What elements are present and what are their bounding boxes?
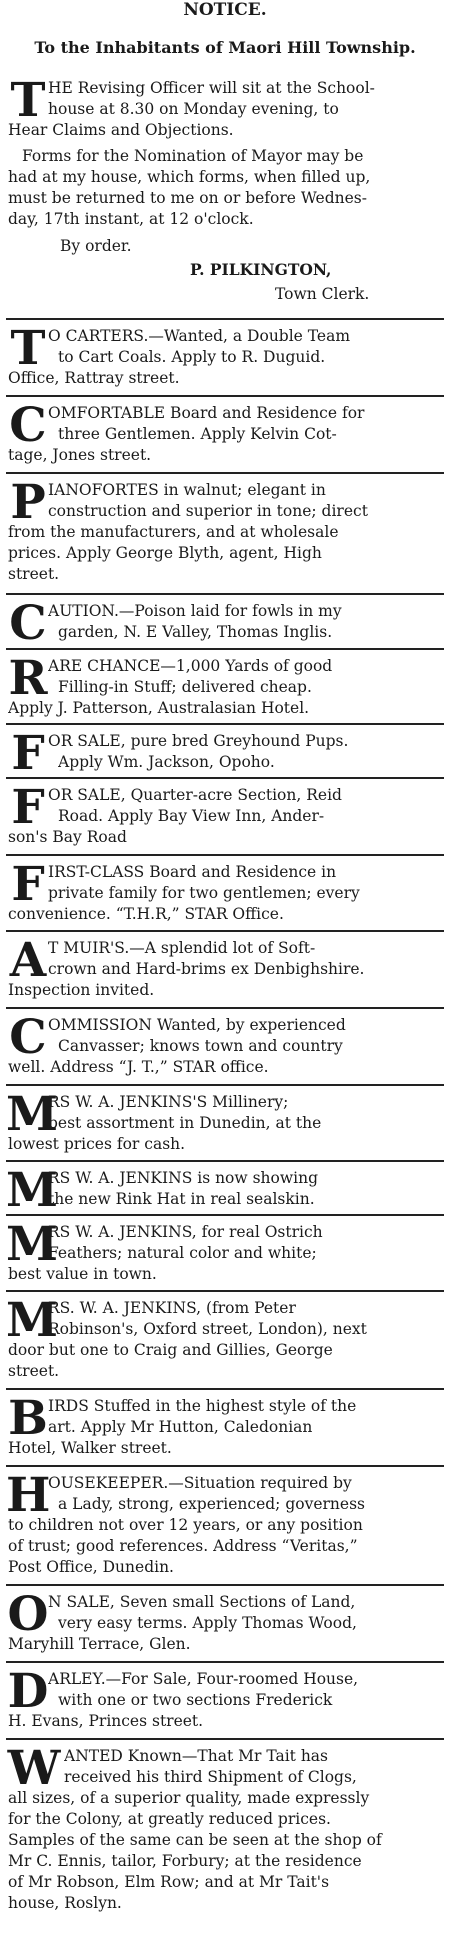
divider [6, 723, 444, 725]
divider [6, 1214, 444, 1216]
ad-line: Samples of the same can be seen at the shop of [8, 1831, 382, 1849]
ad-line: Post Office, Dunedin. [8, 1558, 174, 1576]
ad-line: RS W. A. JENKINS is now showing [48, 1169, 318, 1187]
ad-line: Maryhill Terrace, Glen. [8, 1635, 191, 1653]
ad-line: house, Roslyn. [8, 1894, 122, 1912]
ad-line: Filling-in Stuff; delivered cheap. [58, 678, 312, 696]
ad-line: Apply J. Patterson, Australasian Hotel. [8, 699, 310, 717]
ad-line: tage, Jones street. [8, 446, 152, 464]
drop-cap: M [6, 1163, 59, 1218]
ad-line: a Lady, strong, experienced; governess [58, 1495, 365, 1513]
ad-line: Apply Wm. Jackson, Opoho. [58, 753, 275, 771]
divider [6, 1160, 444, 1162]
drop-cap: F [11, 726, 45, 781]
notice-line: Forms for the Nomination of Mayor may be [22, 147, 364, 165]
ad-line: best value in town. [8, 1265, 157, 1283]
ad-line: son's Bay Road [8, 828, 127, 846]
drop-cap: F [11, 780, 45, 835]
divider [6, 648, 444, 650]
ad-line: ARE CHANCE—1,000 Yards of good [48, 657, 333, 675]
ad-line: garden, N. E Valley, Thomas Inglis. [58, 623, 333, 641]
divider [6, 1584, 444, 1586]
ad-line: to Cart Coals. Apply to R. Duguid. [58, 348, 326, 366]
ad-line: OR SALE, pure bred Greyhound Pups. [48, 732, 349, 750]
notice-line: HE Revising Officer will sit at the School- [48, 79, 375, 97]
ad-line: OMMISSION Wanted, by experienced [48, 1016, 346, 1034]
ad-line: Robinson's, Oxford street, London), next [48, 1320, 367, 1338]
divider [6, 1738, 444, 1740]
drop-cap: M [6, 1087, 59, 1142]
signature-name: P. PILKINGTON, [190, 260, 332, 279]
ad-line: with one or two sections Frederick [58, 1691, 333, 1709]
drop-cap: T [10, 321, 46, 376]
ad-line: Inspection invited. [8, 981, 155, 999]
ad-line: street. [8, 565, 60, 583]
divider [6, 1661, 444, 1663]
ad-line: OMFORTABLE Board and Residence for [48, 404, 365, 422]
ad-line: from the manufacturers, and at wholesale [8, 523, 339, 541]
ad-line: lowest prices for cash. [8, 1135, 186, 1153]
ad-line: prices. Apply George Blyth, agent, High [8, 544, 322, 562]
ad-line: Canvasser; knows town and country [58, 1037, 343, 1055]
ad-line: Road. Apply Bay View Inn, Ander- [58, 807, 325, 825]
ad-line: OR SALE, Quarter-acre Section, Reid [48, 786, 342, 804]
ad-line: O CARTERS.—Wanted, a Double Team [48, 327, 351, 345]
ad-line: very easy terms. Apply Thomas Wood, [58, 1614, 357, 1632]
drop-cap: C [9, 596, 47, 651]
ad-line: RS W. A. JENKINS, for real Ostrich [48, 1223, 323, 1241]
drop-cap: M [6, 1217, 59, 1272]
divider [6, 854, 444, 856]
drop-cap: D [7, 1664, 49, 1719]
drop-cap: H [6, 1468, 51, 1523]
divider [6, 395, 444, 397]
divider [6, 1290, 444, 1292]
ad-line: RS. W. A. JENKINS, (from Peter [48, 1299, 296, 1317]
drop-cap: A [9, 933, 47, 988]
ad-line: art. Apply Mr Hutton, Caledonian [48, 1418, 313, 1436]
ad-line: RS W. A. JENKINS'S Millinery; [48, 1093, 289, 1111]
ad-line: ANTED Known—That Mr Tait has [64, 1747, 328, 1765]
inhabitants-heading: To the Inhabitants of Maori Hill Township. [34, 38, 416, 57]
drop-cap: R [8, 651, 48, 706]
ad-line: to children not over 12 years, or any position [8, 1516, 363, 1534]
divider [6, 1465, 444, 1467]
divider [6, 1084, 444, 1086]
notice-line: day, 17th instant, at 12 o'clock. [8, 210, 254, 228]
ad-line: AUTION.—Poison laid for fowls in my [48, 602, 342, 620]
by-order-text: By order. [60, 237, 132, 255]
ad-line: crown and Hard-brims ex Denbighshire. [48, 960, 365, 978]
ad-line: three Gentlemen. Apply Kelvin Cot- [58, 425, 337, 443]
signature-role: Town Clerk. [275, 285, 370, 303]
divider [6, 1388, 444, 1390]
ad-line: ARLEY.—For Sale, Four-roomed House, [48, 1670, 359, 1688]
drop-cap: C [9, 1010, 47, 1065]
notice-line: Hear Claims and Objections. [8, 121, 234, 139]
ad-line: best assortment in Dunedin, at the [48, 1114, 322, 1132]
drop-cap: P [10, 475, 46, 530]
drop-cap: B [8, 1391, 48, 1446]
ad-line: received his third Shipment of Clogs, [64, 1768, 357, 1786]
notice-line: house at 8.30 on Monday evening, to [48, 100, 339, 118]
ad-line: construction and superior in tone; direct [48, 502, 368, 520]
divider [6, 318, 444, 320]
drop-cap: C [9, 398, 47, 453]
ad-line: IRDS Stuffed in the highest style of the [48, 1397, 357, 1415]
ad-line: OUSEKEEPER.—Situation required by [48, 1474, 352, 1492]
ad-line: Feathers; natural color and white; [48, 1244, 317, 1262]
divider [6, 472, 444, 474]
ad-line: IRST-CLASS Board and Residence in [48, 863, 337, 881]
divider [6, 1007, 444, 1009]
ad-line: well. Address “J. T.,” STAR office. [8, 1058, 269, 1076]
ad-line: of Mr Robson, Elm Row; and at Mr Tait's [8, 1873, 330, 1891]
ad-line: street. [8, 1362, 60, 1380]
ad-line: for the Colony, at greatly reduced prices. [8, 1810, 331, 1828]
divider [6, 593, 444, 595]
drop-cap: M [6, 1293, 59, 1348]
ad-line: IANOFORTES in walnut; elegant in [48, 481, 326, 499]
ad-line: door but one to Craig and Gillies, George [8, 1341, 333, 1359]
ad-line: the new Rink Hat in real sealskin. [48, 1190, 315, 1208]
ad-line: all sizes, of a superior quality, made expressly [8, 1789, 370, 1807]
ad-line: Hotel, Walker street. [8, 1439, 172, 1457]
ad-line: Office, Rattray street. [8, 369, 180, 387]
drop-cap: T [10, 73, 46, 128]
divider [6, 930, 444, 932]
ad-line: H. Evans, Princes street. [8, 1712, 204, 1730]
ad-line: Mr C. Ennis, tailor, Forbury; at the residence [8, 1852, 362, 1870]
notice-line: had at my house, which forms, when filled up, [8, 168, 371, 186]
drop-cap: W [7, 1741, 61, 1796]
divider [6, 777, 444, 779]
ad-line: N SALE, Seven small Sections of Land, [48, 1593, 356, 1611]
ad-line: of trust; good references. Address “Veritas,” [8, 1537, 358, 1555]
drop-cap: O [7, 1587, 49, 1642]
ad-line: private family for two gentlemen; every [48, 884, 360, 902]
ad-line: convenience. “T.H.R,” STAR Office. [8, 905, 284, 923]
notice-heading: NOTICE. [183, 0, 267, 20]
ad-line: T MUIR'S.—A splendid lot of Soft- [48, 939, 316, 957]
notice-line: must be returned to me on or before Wednes- [8, 189, 367, 207]
drop-cap: F [11, 857, 45, 912]
